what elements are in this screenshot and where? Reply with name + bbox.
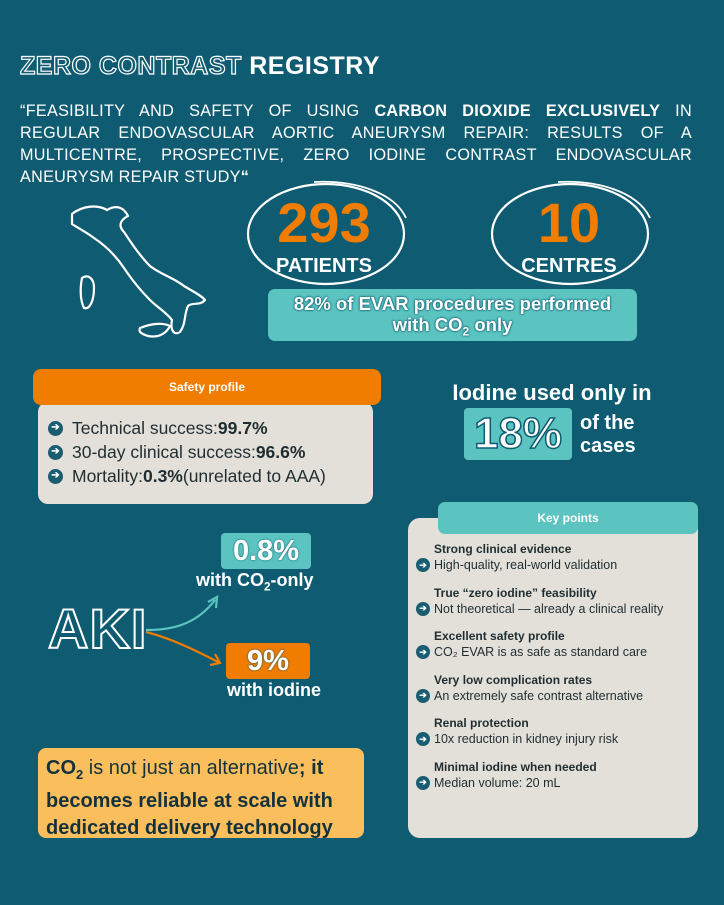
evar-line-1: 82% of EVAR procedures performed (293, 293, 612, 314)
title-outline: ZERO CONTRAST (20, 52, 242, 80)
key-point-title: Excellent safety profile (434, 629, 565, 643)
arrow-right-circle-icon: ➔ (416, 645, 430, 659)
key-point-title: Minimal iodine when needed (434, 759, 597, 774)
safety-item-value: 96.6% (255, 442, 306, 462)
iodine-of-the-cases (580, 412, 636, 458)
arrow-right-circle-icon: ➔ (48, 469, 63, 484)
evar-line-2-sub: 2 (462, 324, 470, 339)
arrow-right-circle-icon: ➔ (416, 689, 430, 703)
safety-item (48, 418, 373, 438)
key-point-desc: An extremely safe contrast alternative (434, 688, 644, 703)
aki-co2-value: 0.8% (221, 533, 311, 569)
key-point-title: True “zero iodine” feasibility (434, 585, 597, 600)
study-title-part: “FEASIBILITY AND SAFETY OF USING (20, 102, 375, 120)
aki-co2-label-sub: 2 (264, 580, 271, 594)
evar-percentage-box (268, 289, 637, 341)
study-title-part: IN REGULAR ENDOVASCULAR AORTIC ANEURYSM REPAIR: RESULTS OF A MULTICENTRE, PROSPECTIVE, ZERO IODINE CONTRAST ENDOVASCULAR ANEURYSM REPAIR STUDY (20, 102, 692, 186)
arrow-right-circle-icon: ➔ (416, 776, 430, 790)
aki-arrows (140, 590, 230, 680)
aki-iodine-label: with iodine (227, 680, 321, 700)
arrow-right-circle-icon: ➔ (48, 421, 63, 436)
patients-value: 293 (277, 191, 371, 254)
iodine-cases: cases (580, 435, 636, 457)
key-point-title: Very low complication rates (434, 672, 593, 687)
key-point-desc: Not theoretical — already a clinical reality (434, 601, 664, 616)
iodine-percentage: 18% (464, 408, 572, 460)
aki-iodine-value: 9% (226, 643, 310, 679)
key-point-desc: 10x reduction in kidney injury risk (434, 732, 619, 746)
arrow-right-circle-icon: ➔ (416, 602, 430, 616)
key-point-desc: CO₂ EVAR is as safe as standard care (434, 645, 648, 659)
evar-line-2-text: with CO (392, 314, 463, 335)
evar-line-2-suffix: only (469, 314, 513, 335)
study-title-close-quote: “ (240, 168, 250, 186)
key-points-header: Key points (438, 502, 698, 534)
aki-co2-label-suffix: -only (270, 570, 314, 590)
study-title-bold: CARBON DIOXIDE EXCLUSIVELY (374, 102, 661, 120)
callout-bold: ; it becomes reliable at scale with dedicated delivery technology (46, 757, 333, 839)
arrow-right-circle-icon: ➔ (416, 558, 430, 572)
key-point (416, 542, 698, 572)
callout-co2-sub: 2 (76, 767, 84, 782)
page-title (20, 52, 380, 81)
safety-item-suffix: (unrelated to AAA) (182, 466, 326, 486)
key-point (416, 586, 698, 616)
centres-value: 10 (537, 191, 601, 254)
aki-label: AKI (48, 597, 148, 660)
key-point-desc: Median volume: 20 mL (434, 775, 561, 790)
arrow-right-circle-icon: ➔ (48, 445, 63, 460)
study-title (20, 100, 692, 188)
key-point (416, 629, 698, 659)
title-bold: REGISTRY (249, 52, 381, 80)
co2-callout (38, 748, 364, 838)
arrow-right-circle-icon: ➔ (416, 732, 430, 746)
key-point-desc: High-quality, real-world validation (434, 558, 618, 572)
callout-co2: CO (46, 757, 76, 779)
safety-item-text: 30-day clinical success: (72, 442, 256, 462)
safety-item-value: 99.7% (217, 418, 268, 438)
safety-item (48, 442, 373, 462)
patients-label: PATIENTS (276, 255, 372, 277)
key-point-title: Strong clinical evidence (434, 542, 572, 556)
evar-line-2 (268, 314, 637, 343)
safety-item-text: Mortality: (72, 466, 143, 486)
centres-label: CENTRES (521, 255, 617, 277)
safety-item-text: Technical success: (72, 418, 218, 438)
iodine-of-the: of the (580, 412, 635, 434)
safety-profile-header: Safety profile (33, 369, 381, 405)
italy-map-icon (62, 196, 212, 346)
iodine-heading: Iodine used only in (452, 380, 652, 405)
key-point-title: Renal protection (434, 716, 529, 730)
key-point (416, 673, 698, 703)
safety-profile-card (38, 402, 373, 504)
key-point (416, 760, 698, 790)
callout-text: is not just an alternative (83, 757, 299, 779)
key-point (416, 716, 698, 746)
safety-item (48, 466, 373, 486)
aki-co2-label-text: with CO (196, 570, 264, 590)
safety-item-value: 0.3% (142, 466, 183, 486)
aki-co2-label (196, 570, 346, 594)
key-points-card (408, 518, 698, 838)
